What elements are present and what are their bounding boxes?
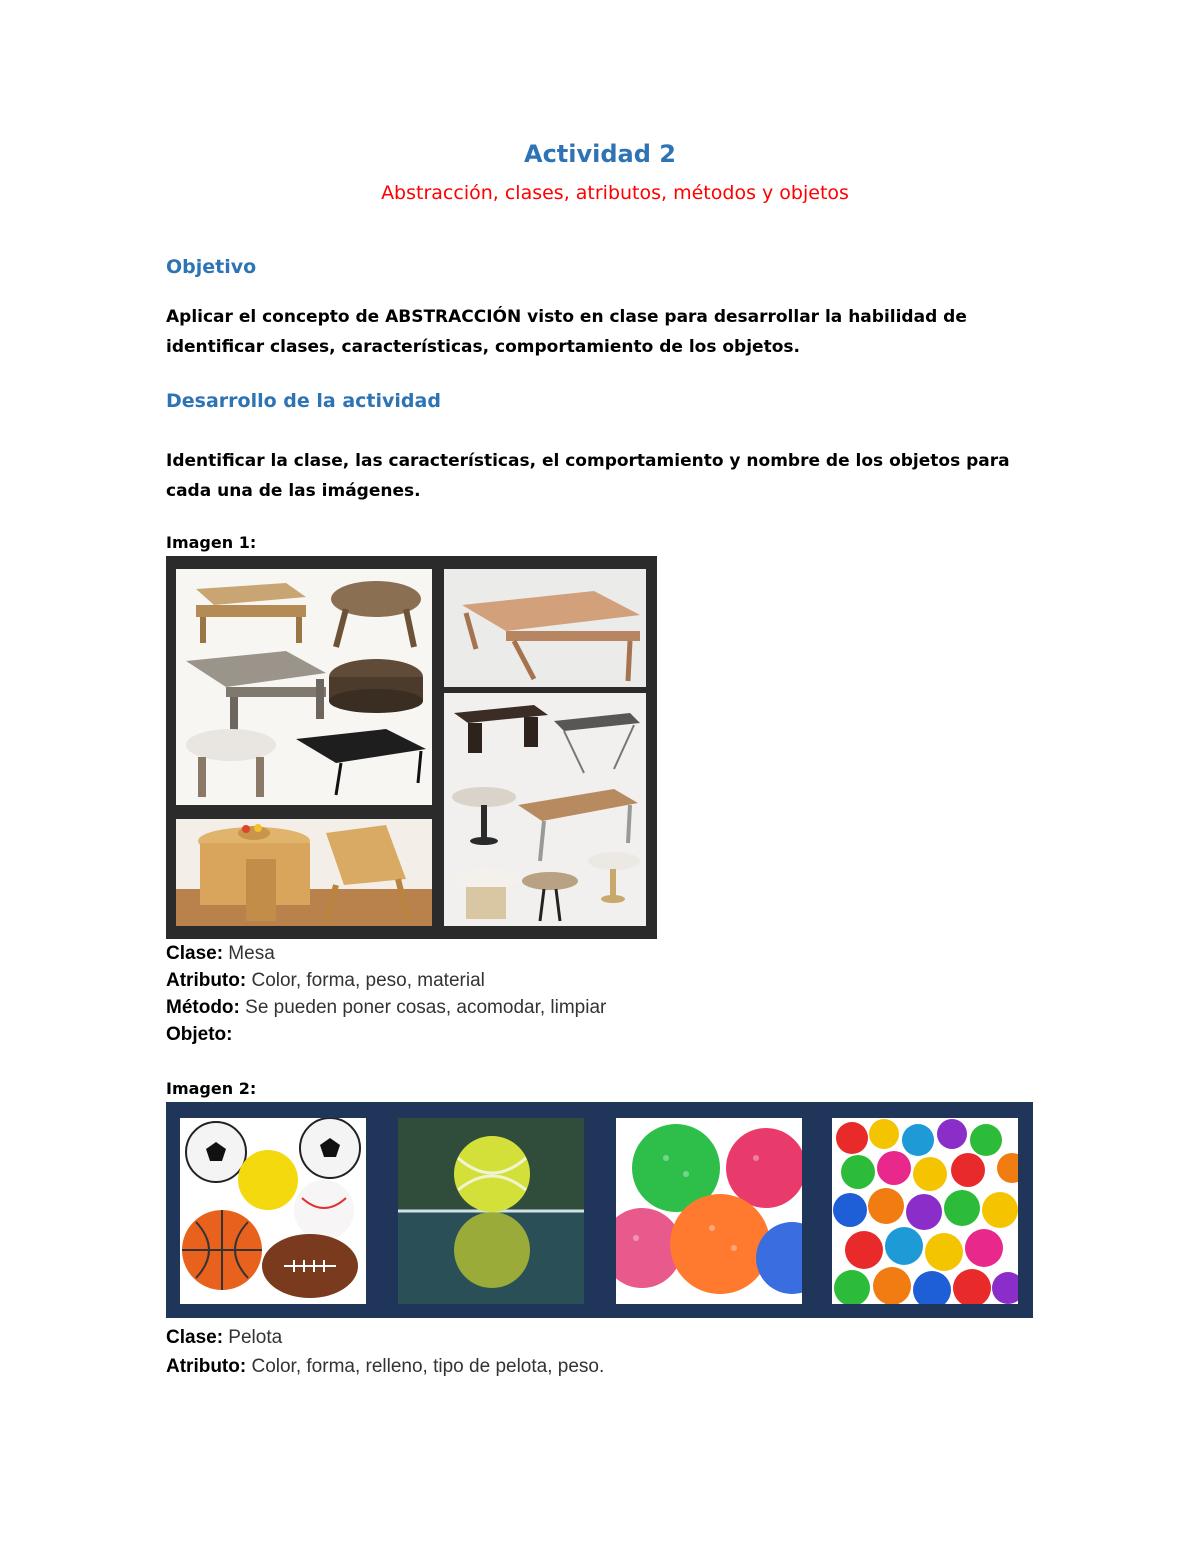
imagen2-clase-label: Clase: (166, 1327, 224, 1348)
tables-panel-bottom-left (176, 819, 432, 926)
dining-tables-illustration (444, 693, 646, 926)
imagen1-atributo (166, 967, 485, 994)
imagen1-atributo-label: Atributo: (166, 970, 247, 991)
imagen1-label: Imagen 1: (166, 533, 257, 552)
imagen1-metodo-value: Se pueden poner cosas, acomodar, limpiar (239, 997, 607, 1018)
imagen2-atributo-label: Atributo: (166, 1356, 247, 1377)
imagen2-atributo (166, 1353, 604, 1380)
page-subtitle: Abstracción, clases, atributos, métodos y objetos (381, 182, 849, 204)
imagen1-clase-label: Clase: (166, 943, 224, 964)
ball-pit-illustration (832, 1118, 1018, 1304)
imagen1-clase-value: Mesa (223, 943, 275, 964)
sports-balls-tile (180, 1118, 366, 1304)
spiky-balls-illustration (616, 1118, 802, 1304)
imagen2-label: Imagen 2: (166, 1079, 257, 1098)
ball-pit-tile (832, 1118, 1018, 1304)
balls-strip-image (166, 1102, 1033, 1318)
tables-panel-top-right (444, 569, 646, 687)
tennis-ball-illustration (398, 1118, 584, 1304)
imagen1-clase (166, 940, 275, 967)
tables-panel-top-left (176, 569, 432, 805)
spiky-balls-tile (616, 1118, 802, 1304)
folding-table-illustration (176, 819, 432, 926)
imagen1-metodo-label: Método: (166, 997, 240, 1018)
desarrollo-heading: Desarrollo de la actividad (166, 390, 441, 412)
wooden-desk-illustration (444, 569, 646, 687)
tables-illustration (176, 569, 432, 805)
tables-panel-right (444, 693, 646, 926)
tables-collage-image (166, 556, 657, 939)
desarrollo-text: Identificar la clase, las características, el comportamiento y nombre de los objetos para cada una de las imágenes. (166, 451, 1010, 501)
imagen1-metodo (166, 994, 606, 1021)
page-title: Actividad 2 (524, 140, 676, 168)
imagen2-clase (166, 1324, 282, 1351)
imagen1-objeto-label: Objeto: (166, 1024, 233, 1045)
imagen1-objeto (166, 1021, 233, 1048)
imagen2-atributo-value: Color, forma, relleno, tipo de pelota, peso. (246, 1356, 605, 1377)
objetivo-text: Aplicar el concepto de ABSTRACCIÓN visto en clase para desarrollar la habilidad de identificar clases, características, comportamiento de los objetos. (166, 307, 967, 357)
tennis-ball-tile (398, 1118, 584, 1304)
objetivo-heading: Objetivo (166, 256, 257, 278)
imagen2-clase-value: Pelota (223, 1327, 283, 1348)
sports-balls-illustration (180, 1118, 366, 1304)
imagen1-atributo-value: Color, forma, peso, material (246, 970, 485, 991)
